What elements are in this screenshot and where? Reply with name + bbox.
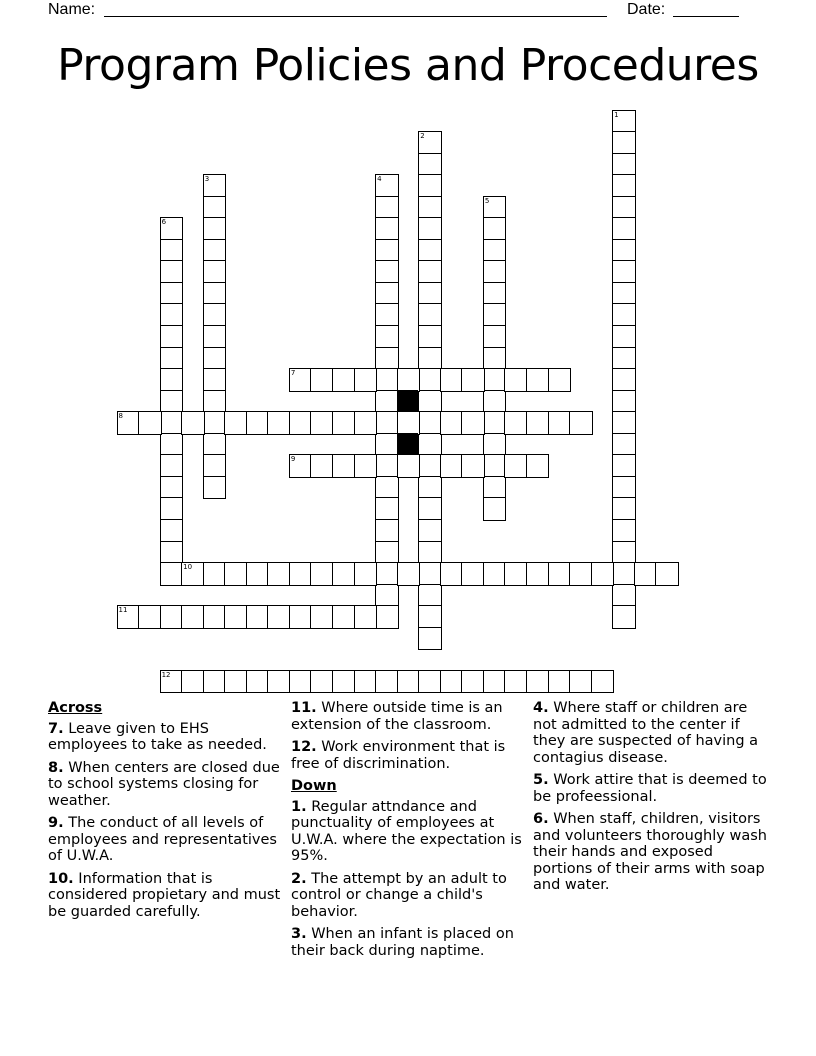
grid-cell[interactable]: [440, 454, 464, 478]
clue-number-label: 9.: [48, 815, 64, 831]
grid-cell[interactable]: [375, 541, 399, 565]
grid-cell[interactable]: [203, 260, 227, 284]
clue-text: Regular attndance and punctuality of employees at U.W.A. where the expectation is 95%.: [291, 798, 522, 864]
grid-cell[interactable]: [418, 368, 442, 392]
grid-cell[interactable]: [461, 670, 485, 694]
grid-cell[interactable]: [375, 605, 399, 629]
grid-cell[interactable]: [612, 131, 636, 155]
grid-cell[interactable]: [418, 411, 442, 435]
clue-text: The attempt by an adult to control or change a child's behavior.: [291, 870, 507, 920]
grid-cell[interactable]: [203, 239, 227, 263]
grid-cell[interactable]: [569, 670, 593, 694]
grid-cell[interactable]: [418, 541, 442, 565]
grid-cell[interactable]: [203, 282, 227, 306]
grid-cell[interactable]: [591, 670, 615, 694]
clue-number-label: 5.: [533, 772, 549, 788]
clue-number: 2: [420, 132, 425, 141]
grid-cell[interactable]: [483, 411, 507, 435]
grid-cell[interactable]: [354, 411, 378, 435]
grid-cell[interactable]: [375, 670, 399, 694]
grid-cell[interactable]: [289, 411, 313, 435]
grid-cell[interactable]: [246, 411, 270, 435]
grid-cell[interactable]: [504, 368, 528, 392]
grid-cell[interactable]: [418, 433, 442, 457]
clue-text: Information that is considered propietary and must be guarded carefully.: [48, 870, 281, 920]
grid-cell[interactable]: [418, 584, 442, 608]
grid-cell[interactable]: [612, 541, 636, 565]
clue-item: [291, 871, 527, 921]
clue-text: Work attire that is deemed to be profeessional.: [533, 772, 767, 805]
grid-cell[interactable]: [160, 390, 184, 414]
grid-cell[interactable]: [569, 562, 593, 586]
down-heading: Down: [291, 778, 337, 794]
grid-cell[interactable]: [526, 368, 550, 392]
clue-number: 11: [118, 606, 128, 615]
page-title: Program Policies and Procedures: [57, 40, 759, 91]
grid-cell[interactable]: [634, 562, 658, 586]
clue-number: 12: [161, 670, 171, 679]
grid-cell[interactable]: [418, 454, 442, 478]
grid-cell[interactable]: [375, 390, 399, 414]
clue-item: [48, 721, 284, 754]
clue-text: When an infant is placed on their back during naptime.: [291, 926, 514, 959]
grid-cell[interactable]: [440, 368, 464, 392]
grid-cell[interactable]: [332, 605, 356, 629]
grid-cell[interactable]: [612, 347, 636, 371]
grid-cell[interactable]: [160, 217, 184, 241]
grid-cell[interactable]: [203, 476, 227, 500]
grid-cell[interactable]: [354, 562, 378, 586]
grid-cell[interactable]: [375, 347, 399, 371]
grid-cell[interactable]: [181, 411, 205, 435]
grid-cell[interactable]: [612, 584, 636, 608]
grid-cell[interactable]: [246, 562, 270, 586]
clue-item: [291, 926, 527, 959]
clue-number-label: 3.: [291, 926, 307, 942]
grid-cell[interactable]: [440, 411, 464, 435]
grid-cell[interactable]: [203, 325, 227, 349]
grid-cell[interactable]: [612, 368, 636, 392]
grid-cell[interactable]: [375, 411, 399, 435]
grid-cell[interactable]: [418, 476, 442, 500]
grid-cell[interactable]: [289, 454, 313, 478]
grid-cell[interactable]: [418, 131, 442, 155]
grid-cell[interactable]: [375, 174, 399, 198]
date-label: Date:: [627, 1, 666, 18]
clue-number-label: 11.: [291, 700, 317, 716]
grid-cell[interactable]: [483, 433, 507, 457]
grid-cell[interactable]: [203, 368, 227, 392]
grid-cell[interactable]: [612, 605, 636, 629]
grid-cell[interactable]: [224, 411, 248, 435]
clue-item: [291, 739, 527, 772]
grid-cell[interactable]: [160, 454, 184, 478]
clue-item: [291, 700, 527, 733]
grid-cell[interactable]: [289, 562, 313, 586]
grid-cell[interactable]: [483, 217, 507, 241]
grid-cell[interactable]: [117, 605, 141, 629]
grid-cell[interactable]: [160, 562, 184, 586]
grid-cell[interactable]: [224, 605, 248, 629]
grid-cell[interactable]: [483, 390, 507, 414]
grid-cell[interactable]: [375, 433, 399, 457]
clue-number: 5: [484, 196, 490, 205]
grid-cell[interactable]: [483, 282, 507, 306]
clue-number: 3: [204, 175, 210, 184]
grid-cell[interactable]: [203, 562, 227, 586]
grid-cell[interactable]: [375, 217, 399, 241]
grid-cell[interactable]: [397, 411, 421, 435]
grid-cell[interactable]: [526, 670, 550, 694]
grid-cell[interactable]: [354, 368, 378, 392]
grid-cell[interactable]: [418, 196, 442, 220]
clue-number: 7: [290, 369, 296, 378]
clue-number: 6: [161, 218, 167, 227]
grid-cell[interactable]: [612, 433, 636, 457]
grid-cell[interactable]: [267, 411, 291, 435]
grid-cell[interactable]: [612, 325, 636, 349]
clue-item: [48, 760, 284, 810]
clue-number-label: 6.: [533, 811, 549, 827]
grid-cell[interactable]: [418, 260, 442, 284]
grid-cell[interactable]: [310, 605, 334, 629]
grid-cell[interactable]: [483, 670, 507, 694]
grid-cell[interactable]: [375, 368, 399, 392]
grid-cell[interactable]: [504, 562, 528, 586]
grid-cell[interactable]: [483, 497, 507, 521]
grid-cell[interactable]: [612, 196, 636, 220]
grid-cell[interactable]: [160, 497, 184, 521]
grid-cell[interactable]: [375, 497, 399, 521]
grid-cell[interactable]: [375, 239, 399, 263]
grid-cell[interactable]: [117, 411, 141, 435]
grid-cell[interactable]: [612, 476, 636, 500]
grid-cell[interactable]: [612, 497, 636, 521]
grid-cell[interactable]: [332, 368, 356, 392]
grid-cell[interactable]: [655, 562, 679, 586]
grid-cell[interactable]: [310, 562, 334, 586]
black-cell: [397, 433, 418, 454]
grid-cell[interactable]: [160, 325, 184, 349]
clue-item: [533, 811, 769, 894]
clues-column-3: [533, 700, 769, 900]
grid-cell[interactable]: [612, 390, 636, 414]
grid-cell[interactable]: [289, 368, 313, 392]
grid-cell[interactable]: [440, 670, 464, 694]
grid-cell[interactable]: [548, 562, 572, 586]
clues-column-2: [291, 700, 527, 965]
grid-cell[interactable]: [267, 605, 291, 629]
across-heading: Across: [48, 700, 103, 716]
clue-number-label: 12.: [291, 739, 317, 755]
grid-cell[interactable]: [612, 282, 636, 306]
grid-cell[interactable]: [504, 670, 528, 694]
grid-cell[interactable]: [203, 605, 227, 629]
grid-cell[interactable]: [461, 562, 485, 586]
grid-cell[interactable]: [483, 368, 507, 392]
grid-cell[interactable]: [203, 196, 227, 220]
grid-cell[interactable]: [397, 368, 421, 392]
grid-cell[interactable]: [203, 670, 227, 694]
grid-cell[interactable]: [612, 153, 636, 177]
grid-cell[interactable]: [160, 476, 184, 500]
grid-cell[interactable]: [418, 562, 442, 586]
grid-cell[interactable]: [397, 562, 421, 586]
grid-cell[interactable]: [160, 239, 184, 263]
grid-cell[interactable]: [203, 411, 227, 435]
grid-cell[interactable]: [203, 454, 227, 478]
grid-cell[interactable]: [332, 454, 356, 478]
clues-column-1: [48, 700, 284, 926]
grid-cell[interactable]: [612, 217, 636, 241]
grid-cell[interactable]: [160, 541, 184, 565]
grid-cell[interactable]: [483, 347, 507, 371]
grid-cell[interactable]: [160, 670, 184, 694]
grid-cell[interactable]: [483, 196, 507, 220]
grid-cell[interactable]: [418, 282, 442, 306]
clue-item: [533, 772, 769, 805]
clue-text: When staff, children, visitors and volunteers thoroughly wash their hands and exposed portions of their arms with soap and water.: [533, 811, 767, 893]
grid-cell[interactable]: [548, 411, 572, 435]
clue-item: [48, 815, 284, 865]
grid-cell[interactable]: [332, 411, 356, 435]
grid-cell[interactable]: [160, 368, 184, 392]
grid-cell[interactable]: [332, 562, 356, 586]
grid-cell[interactable]: [483, 476, 507, 500]
grid-cell[interactable]: [160, 260, 184, 284]
clue-text: Where staff or children are not admitted to the center if they are suspected of having a contagius disease.: [533, 700, 759, 766]
grid-cell[interactable]: [203, 217, 227, 241]
grid-cell[interactable]: [138, 411, 162, 435]
grid-cell[interactable]: [397, 670, 421, 694]
clue-number: 10: [183, 563, 193, 572]
clue-text: When centers are closed due to school systems closing for weather.: [48, 759, 280, 809]
grid-cell[interactable]: [224, 562, 248, 586]
grid-cell[interactable]: [526, 454, 550, 478]
grid-cell[interactable]: [418, 217, 442, 241]
name-label: Name:: [48, 1, 96, 18]
grid-cell[interactable]: [569, 411, 593, 435]
grid-cell[interactable]: [548, 670, 572, 694]
grid-cell[interactable]: [612, 110, 636, 134]
clue-number-label: 4.: [533, 700, 549, 716]
grid-cell[interactable]: [418, 347, 442, 371]
grid-cell[interactable]: [289, 670, 313, 694]
clue-number: 1: [614, 110, 619, 119]
grid-cell[interactable]: [483, 260, 507, 284]
grid-cell[interactable]: [418, 605, 442, 629]
clue-item: [48, 871, 284, 921]
grid-cell[interactable]: [461, 411, 485, 435]
grid-cell[interactable]: [483, 325, 507, 349]
grid-cell[interactable]: [160, 347, 184, 371]
grid-cell[interactable]: [354, 605, 378, 629]
grid-cell[interactable]: [310, 411, 334, 435]
grid-cell[interactable]: [418, 303, 442, 327]
grid-cell[interactable]: [160, 433, 184, 457]
clue-number-label: 8.: [48, 759, 64, 776]
clue-text: Leave given to EHS employees to take as needed.: [48, 720, 267, 753]
clue-number: 8: [118, 412, 123, 421]
grid-cell[interactable]: [612, 303, 636, 327]
grid-cell[interactable]: [375, 584, 399, 608]
grid-cell[interactable]: [548, 368, 572, 392]
grid-cell[interactable]: [612, 174, 636, 198]
grid-cell[interactable]: [246, 670, 270, 694]
clue-item: [291, 799, 527, 865]
black-cell: [397, 390, 418, 411]
grid-cell[interactable]: [375, 282, 399, 306]
grid-cell[interactable]: [375, 454, 399, 478]
grid-cell[interactable]: [375, 562, 399, 586]
clue-text: Work environment that is free of discrimination.: [291, 739, 506, 772]
grid-cell[interactable]: [181, 670, 205, 694]
grid-cell[interactable]: [526, 562, 550, 586]
grid-cell[interactable]: [483, 303, 507, 327]
clue-text: The conduct of all levels of employees and representatives of U.W.A.: [48, 815, 277, 864]
grid-cell[interactable]: [612, 260, 636, 284]
grid-cell[interactable]: [224, 670, 248, 694]
grid-cell[interactable]: [483, 562, 507, 586]
grid-cell[interactable]: [375, 519, 399, 543]
grid-cell[interactable]: [418, 627, 442, 651]
grid-cell[interactable]: [375, 196, 399, 220]
grid-cell[interactable]: [160, 519, 184, 543]
grid-cell[interactable]: [504, 411, 528, 435]
grid-cell[interactable]: [332, 670, 356, 694]
grid-cell[interactable]: [591, 562, 615, 586]
clue-number-label: 2.: [291, 870, 307, 887]
grid-cell[interactable]: [418, 497, 442, 521]
grid-cell[interactable]: [504, 454, 528, 478]
clue-number: 9: [290, 455, 296, 464]
grid-cell[interactable]: [375, 325, 399, 349]
grid-cell[interactable]: [418, 153, 442, 177]
grid-cell[interactable]: [160, 282, 184, 306]
grid-cell[interactable]: [203, 347, 227, 371]
grid-cell[interactable]: [267, 562, 291, 586]
grid-cell[interactable]: [526, 411, 550, 435]
grid-cell[interactable]: [461, 368, 485, 392]
grid-cell[interactable]: [354, 454, 378, 478]
grid-cell[interactable]: [461, 454, 485, 478]
clue-text: Where outside time is an extension of the classroom.: [291, 700, 503, 733]
clue-number-label: 7.: [48, 720, 64, 737]
grid-cell[interactable]: [397, 454, 421, 478]
grid-cell[interactable]: [612, 239, 636, 263]
grid-cell[interactable]: [418, 174, 442, 198]
clue-number-label: 10.: [48, 870, 74, 887]
grid-cell[interactable]: [203, 174, 227, 198]
grid-cell[interactable]: [612, 454, 636, 478]
grid-cell[interactable]: [203, 303, 227, 327]
grid-cell[interactable]: [418, 390, 442, 414]
grid-cell[interactable]: [612, 411, 636, 435]
clue-number: 4: [377, 175, 382, 184]
grid-cell[interactable]: [483, 454, 507, 478]
grid-cell[interactable]: [310, 454, 334, 478]
grid-cell[interactable]: [418, 325, 442, 349]
grid-cell[interactable]: [203, 390, 227, 414]
grid-cell[interactable]: [612, 562, 636, 586]
grid-cell[interactable]: [246, 605, 270, 629]
grid-cell[interactable]: [138, 605, 162, 629]
grid-cell[interactable]: [440, 562, 464, 586]
grid-cell[interactable]: [289, 605, 313, 629]
grid-cell[interactable]: [160, 411, 184, 435]
grid-cell[interactable]: [418, 239, 442, 263]
grid-cell[interactable]: [310, 670, 334, 694]
grid-cell[interactable]: [181, 562, 205, 586]
grid-cell[interactable]: [354, 670, 378, 694]
grid-cell[interactable]: [181, 605, 205, 629]
grid-cell[interactable]: [203, 433, 227, 457]
clue-number-label: 1.: [291, 798, 307, 815]
grid-cell[interactable]: [160, 605, 184, 629]
grid-cell[interactable]: [310, 368, 334, 392]
grid-cell[interactable]: [375, 260, 399, 284]
grid-cell[interactable]: [160, 303, 184, 327]
clue-item: [533, 700, 769, 766]
grid-cell[interactable]: [483, 239, 507, 263]
grid-cell[interactable]: [267, 670, 291, 694]
grid-cell[interactable]: [418, 519, 442, 543]
grid-cell[interactable]: [375, 303, 399, 327]
grid-cell[interactable]: [375, 476, 399, 500]
grid-cell[interactable]: [612, 519, 636, 543]
grid-cell[interactable]: [418, 670, 442, 694]
